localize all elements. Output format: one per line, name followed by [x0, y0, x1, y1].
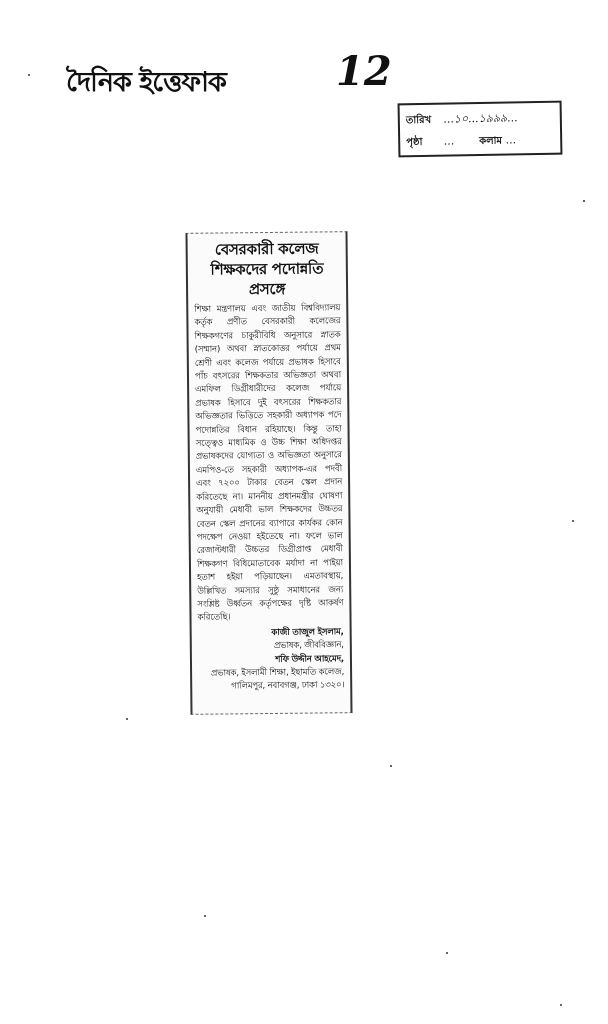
signature-title-1: প্রভাষক, জীববিজ্ঞান,	[273, 640, 344, 652]
signature-title-2: প্রভাষক, ইসলামী শিক্ষা, ইছামতি কলেজ,	[210, 667, 345, 679]
scan-speck	[446, 952, 448, 954]
stamp-column-value: ...	[505, 133, 517, 147]
scan-speck	[560, 1004, 562, 1006]
stamp-page-label: পৃষ্ঠা	[406, 137, 423, 149]
scan-speck	[28, 74, 30, 76]
newspaper-masthead: দৈনিক ইত্তেফাক	[66, 67, 226, 98]
stamp-page-row	[406, 129, 554, 154]
clipping-headline	[194, 238, 341, 300]
stamp-date-label: তারিখ	[405, 114, 432, 127]
stamp-column-label: কলাম	[479, 135, 503, 148]
clipping-signature	[198, 626, 345, 695]
signature-address: গালিমপুর, নবাবগঞ্জ, ঢাকা ১৩২০।	[231, 680, 345, 692]
headline-line-2: শিক্ষকদের পদোন্নতি	[210, 259, 324, 279]
scan-speck	[390, 765, 392, 767]
scan-speck	[204, 915, 206, 917]
stamp-date-value: ...১০...১৯৯৯...	[443, 111, 518, 126]
headline-line-3: প্রসঙ্গে	[248, 279, 286, 299]
newspaper-clipping	[185, 231, 352, 715]
scan-speck	[126, 718, 128, 720]
headline-line-1: বেসরকারী কলেজ	[214, 239, 319, 259]
handwritten-page-number: 12	[336, 48, 392, 95]
signature-name-2: শফি উদ্দীন আহমেদ,	[275, 653, 345, 665]
archive-stamp	[398, 101, 563, 158]
signature-name-1: কাজী তাজুল ইসলাম,	[271, 626, 344, 638]
scan-speck	[572, 520, 574, 522]
stamp-page-value: ...	[443, 134, 455, 148]
scan-speck	[583, 200, 585, 202]
clipping-body: শিক্ষা মন্ত্রণালয় এবং জাতীয় বিশ্ববিদ্যালয় কর্তৃক প্রণীত বেসরকারী কলেজের শিক্ষকগণের চাকুরীবিধি অনুসারে স্নাতক (সম্মান) অথবা স্নাতকোত্তর পর্যায়ে প্রথম শ্রেণী এবং কলেজ পর্যায়ে প্রভাষক হিসাবে পাঁচ বৎসরের শিক্ষকতার অভিজ্ঞতা অথবা এমফিল ডিগ্রীধারীদের কলেজ পর্যায়ে প্রভাষক হিসাবে দুই বৎসরের শিক্ষকতার অভিজ্ঞতার ভিত্তিতে সহকারী অধ্যাপক পদে পদোন্নতির বিধান রহিয়াছে। কিন্তু তাহা সত্ত্বেও মাধ্যমিক ও উচ্চ শিক্ষা অধিদপ্তর প্রভাষকদের যোগ্যতা ও অভিজ্ঞতা অনুসারে এমপিও-তে সহকারী অধ্যাপক-এর পদবী এবং ৭২০০ টাকার বেতন স্কেল প্রদান করিতেছে না। মাননীয় প্রধানমন্ত্রীর ঘোষণা অনুযায়ী মেধাবী ভাল শিক্ষকদের উচ্চতর বেতন স্কেল প্রদানের ব্যাপারে কার্যকর কোন পদক্ষেপ নেওয়া হইতেছে না। ফলে ভাল রেজাল্টধারী উচ্চতর ডিগ্রীপ্রাপ্ত মেধাবী শিক্ষকগণ বিধিমোতাবেক মর্যাদা না পাইয়া হতাশ হইয়া পড়িয়াছেন। এমতাবস্থায়, উল্লিখিত সমস্যার সুষ্ঠু সমাধানের জন্য সংশ্লিষ্ট উর্ধ্বতন কর্তৃপক্ষের দৃষ্টি আকর্ষণ করিতেছি।	[194, 303, 344, 624]
stamp-date-row	[406, 107, 554, 132]
